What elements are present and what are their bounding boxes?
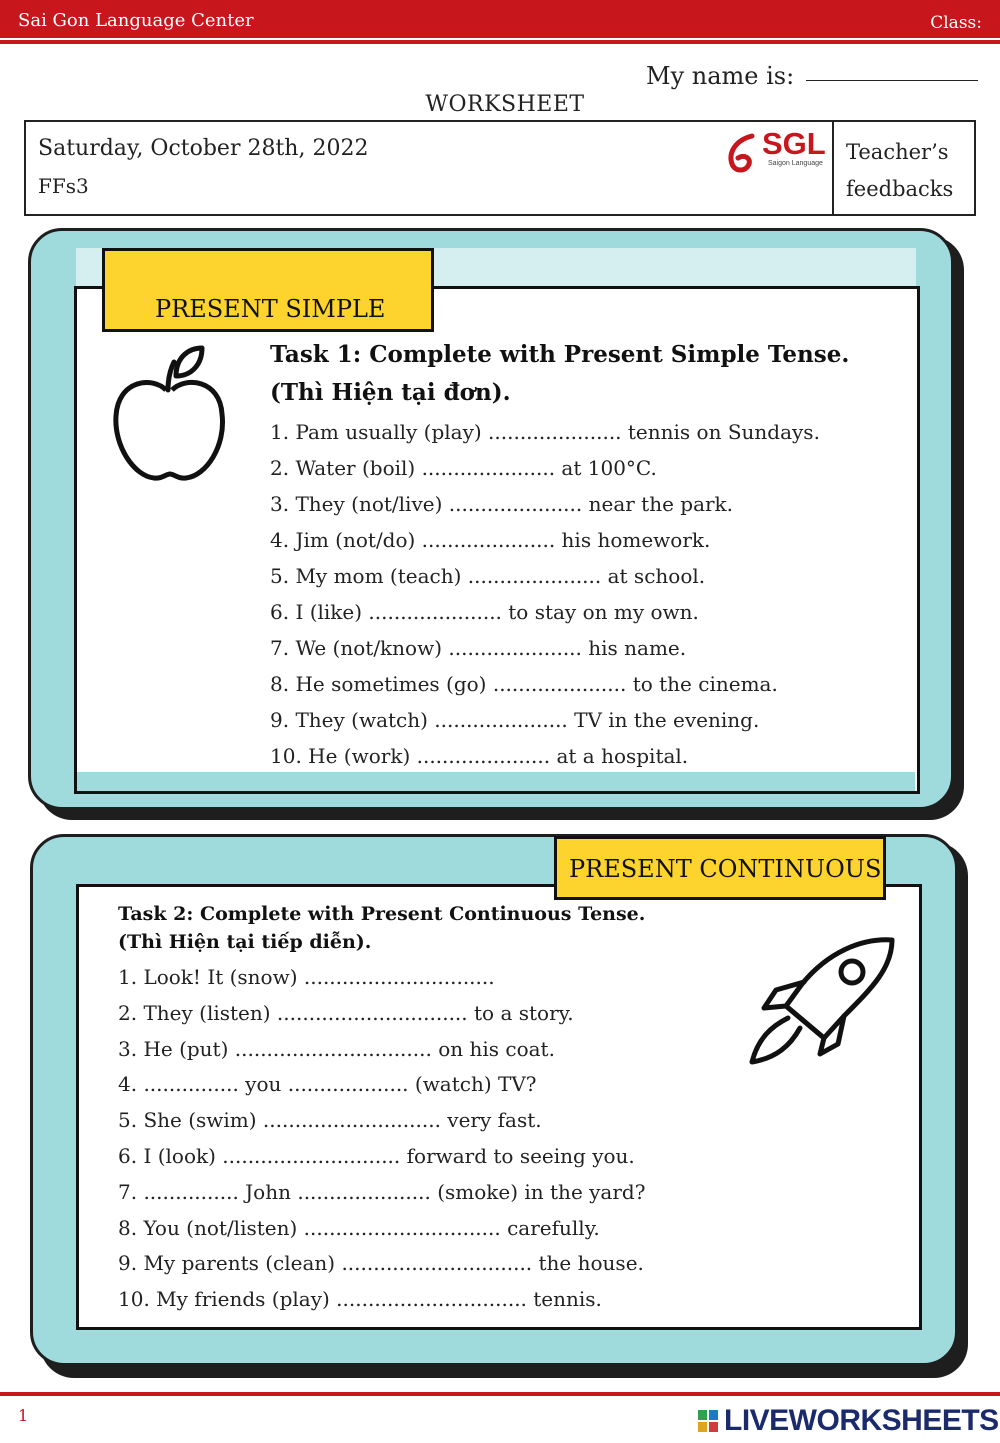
task2-title <box>118 900 645 956</box>
task1-title <box>270 336 849 412</box>
task1-list <box>270 414 820 774</box>
logo-subtext: Saigon Language <box>768 160 823 167</box>
task1-item: 2. Water (boil) ..................... at 100°C. <box>270 456 657 480</box>
task1-item: 8. He sometimes (go) ..................... to the cinema. <box>270 672 778 696</box>
task2-list <box>118 960 645 1318</box>
teacher-feedback-label <box>846 134 976 208</box>
section2-tab-label: PRESENT CONTINUOUS <box>569 855 882 883</box>
task2-item: 7. ............... John ..................... (smoke) in the yard? <box>118 1179 646 1204</box>
task1-item: 5. My mom (teach) ..................... at school. <box>270 564 706 588</box>
task2-item: 5. She (swim) ............................ very fast. <box>118 1108 542 1133</box>
task2-item: 1. Look! It (snow) .............................. <box>118 965 495 989</box>
task1-item: 4. Jim (not/do) ..................... his homework. <box>270 528 711 552</box>
liveworksheets-logo-icon <box>698 1410 720 1438</box>
task2-item: 3. He (put) ............................... on his coat. <box>118 1036 555 1061</box>
rocket-icon <box>744 934 898 1074</box>
section1-tab <box>102 248 434 332</box>
logo-text: SGL <box>762 126 826 161</box>
task2-item: 2. They (listen) .............................. to a story. <box>118 1000 574 1025</box>
task1-item: 1. Pam usually (play) ..................... tennis on Sundays. <box>270 420 820 444</box>
task1-item: 9. They (watch) ..................... TV in the evening. <box>270 708 760 732</box>
task2-title-line1: Task 2: Complete with Present Continuous Tense. <box>118 903 646 925</box>
section2-tab <box>554 836 886 900</box>
apple-icon <box>110 342 230 488</box>
liveworksheets-brand[interactable]: LIVEWORKSHEETS <box>724 1404 999 1437</box>
task1-item: 6. I (like) ..................... to stay on my own. <box>270 600 699 624</box>
task2-item: 9. My parents (clean) .............................. the house. <box>118 1251 644 1276</box>
task2-item: 6. I (look) ............................ forward to seeing you. <box>118 1143 635 1168</box>
class-code: FFs3 <box>38 174 89 198</box>
info-divider <box>832 122 834 216</box>
task1-title-line1: Task 1: Complete with Present Simple Tense. <box>270 341 850 368</box>
task2-item: 4. ............... you ................... (watch) TV? <box>118 1072 537 1097</box>
section1-panel-strip <box>77 772 915 791</box>
header-rule <box>0 40 1000 44</box>
teacher-feedback-line1: Teacher’s <box>846 140 949 164</box>
footer-rule <box>0 1392 1000 1396</box>
task1-item: 3. They (not/live) ..................... near the park. <box>270 492 734 516</box>
task1-item: 10. He (work) ..................... at a hospital. <box>270 744 689 768</box>
task2-title-line2: (Thì Hiện tại tiếp diễn). <box>118 931 372 953</box>
my-name-label: My name is: <box>646 62 795 90</box>
task2-item: 10. My friends (play) .............................. tennis. <box>118 1287 602 1312</box>
name-input-line[interactable] <box>806 80 978 81</box>
worksheet-title: WORKSHEET <box>425 92 585 117</box>
center-name: Sai Gon Language Center <box>18 10 254 31</box>
sgl-swoosh-icon <box>722 130 762 178</box>
task2-item: 8. You (not/listen) ............................... carefully. <box>118 1215 600 1240</box>
info-box <box>24 120 976 216</box>
page-number: 1 <box>18 1406 29 1425</box>
date-text: Saturday, October 28th, 2022 <box>38 136 369 161</box>
task1-item: 7. We (not/know) ..................... his name. <box>270 636 687 660</box>
teacher-feedback-line2: feedbacks <box>846 177 954 201</box>
class-label: Class: <box>930 13 982 33</box>
task1-title-line2: (Thì Hiện tại đơn). <box>270 379 511 406</box>
section1-tab-label: PRESENT SIMPLE <box>155 295 386 323</box>
